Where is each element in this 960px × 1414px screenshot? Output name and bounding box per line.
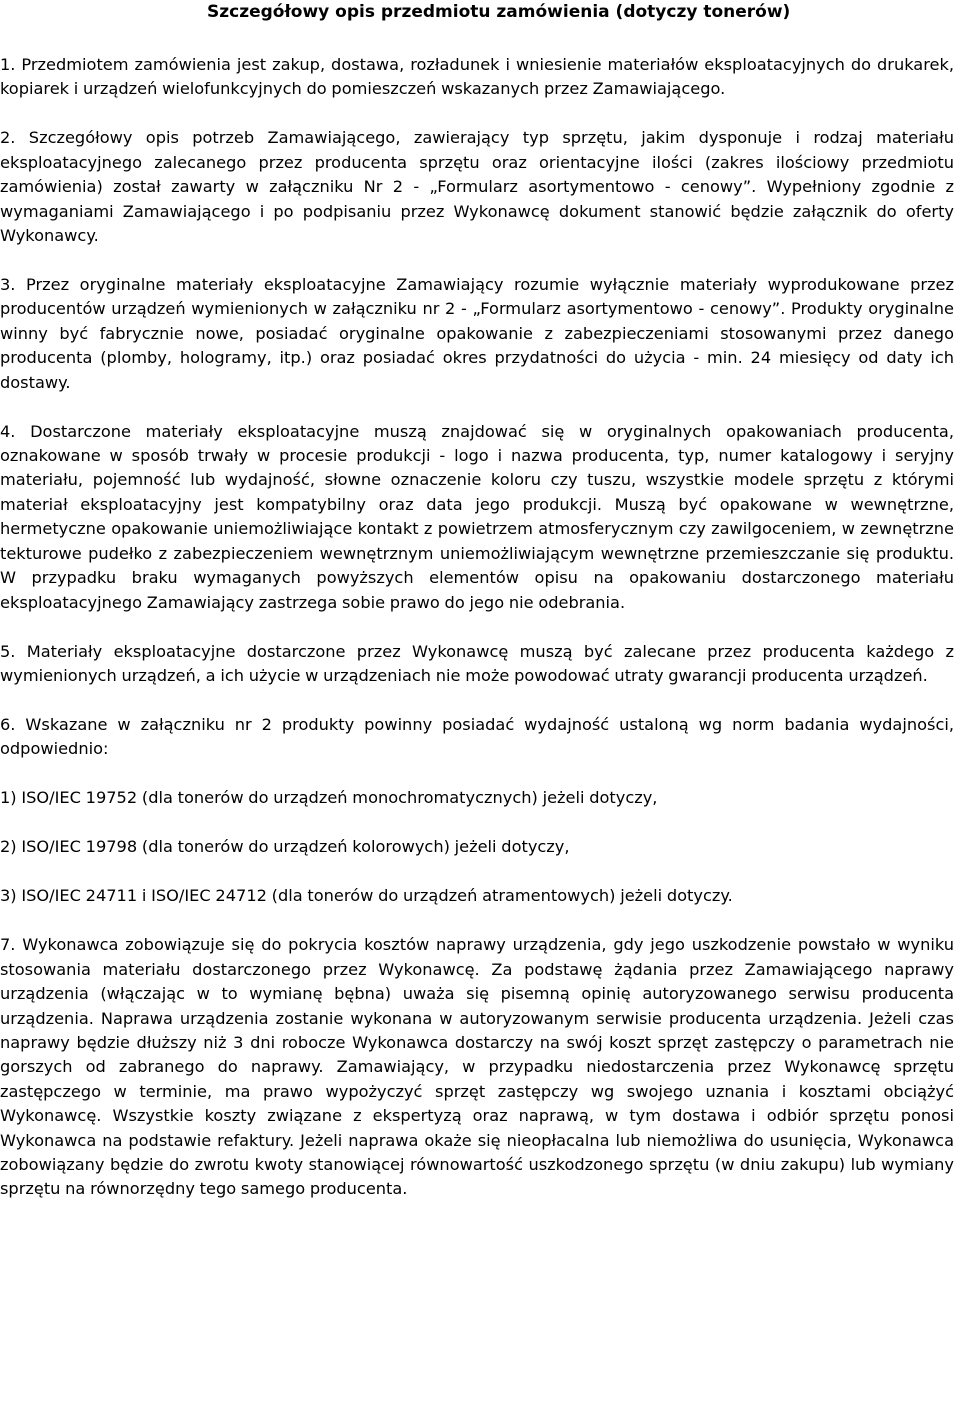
paragraph-6: 6. Wskazane w załączniku nr 2 produkty powinny posiadać wydajność ustaloną wg norm badania wydajności, odpowiednio: [0,714,954,759]
paragraph-4: 4. Dostarczone materiały eksploatacyjne muszą znajdować się w oryginalnych opakowaniach producenta, oznakowane w sposób trwały w procesie produkcji - logo i nazwa producenta, typ, numer katalogowy i seryjny materiału, pojemność lub wydajność, słowne oznaczenie koloru czy tuszu, wszystkie modele sprzętu z którymi materiał eksploatacyjny jest kompatybilny oraz data jego produkcji. Muszą być opakowane w wewnętrzne, hermetyczne opakowanie uniemożliwiające kontakt z powietrzem atmosferycznym czy zawilgoceniem, w zewnętrzne tekturowe pudełko z zabezpieczeniem wewnętrznym uniemożliwiającym wewnętrzne przemieszczanie się produktu. W przypadku braku wymaganych powyższych elementów opisu na opakowaniu dostarczonego materiału eksploatacyjnego Zamawiający zastrzega sobie prawo do jego nie odebrania. [0,421,954,612]
paragraph-1: 1. Przedmiotem zamówienia jest zakup, dostawa, rozładunek i wniesienie materiałów eksploatacyjnych do drukarek, kopiarek i urządzeń wielofunkcyjnych do pomieszczeń wskazanych przez Zamawiającego. [0,55,954,99]
norm-item-2: 2) ISO/IEC 19798 (dla tonerów do urządzeń kolorowych) jeżeli dotyczy, [0,837,570,857]
paragraph-2: 2. Szczegółowy opis potrzeb Zamawiającego, zawierający typ sprzętu, jakim dysponuje i rodzaj materiału eksploatacyjnego zalecanego przez producenta sprzętu oraz orientacyjne ilości (zakres ilościowy przedmiotu zamówienia) został zawarty w załączniku Nr 2 - „Formularz asortymentowo - cenowy”. Wypełniony zgodnie z wymaganiami Zamawiającego i po podpisaniu przez Wykonawcę dokument stanowić będzie załącznik do oferty Wykonawcy. [0,128,954,246]
paragraph-5: 5. Materiały eksploatacyjne dostarczone przez Wykonawcę muszą być zalecane przez producenta każdego z wymienionych urządzeń, a ich użycie w urządzeniach nie może powodować utraty gwarancji producenta urządzeń. [0,641,954,685]
document-title: Szczegółowy opis przedmiotu zamówienia (dotyczy tonerów) [207,2,791,22]
paragraph-7: 7. Wykonawca zobowiązuje się do pokrycia kosztów naprawy urządzenia, gdy jego uszkodzenie powstało w wyniku stosowania materiału dostarczonego przez Wykonawcę. Za podstawę żądania przez Zamawiającego naprawy urządzenia (włączając w to wymianę bębna) uważa się pisemną opinię autoryzowanego serwisu producenta urządzenia. Naprawa urządzenia zostanie wykonana w autoryzowanym serwisie producenta urządzenia. Jeżeli czas naprawy będzie dłuższy niż 3 dni robocze Wykonawca dostarczy na swój koszt sprzęt zastępczy o parametrach nie gorszych od zabranego do naprawy. Zamawiający, w przypadku niedostarczenia przez Wykonawcę sprzętu zastępczego w terminie, ma prawo wypożyczyć sprzęt zastępczy wg swojego uznania i kosztami obciążyć Wykonawcę. Wszystkie koszty związane z ekspertyzą oraz naprawą, w tym dostawa i odbiór sprzętu ponosi Wykonawca na podstawie refaktury. Jeżeli naprawa okaże się nieopłacalna lub niemożliwa do usunięcia, Wykonawca zobowiązany będzie do zwrotu kwoty stanowiącej równowartość uszkodzonego sprzętu (w dniu zakupu) lub wymiany sprzętu na równorzędny tego samego producenta. [0,935,954,1199]
paragraph-3: 3. Przez oryginalne materiały eksploatacyjne Zamawiający rozumie wyłącznie materiały wyprodukowane przez producentów urządzeń wymienionych w załączniku nr 2 - „Formularz asortymentowo - cenowy”. Produkty oryginalne winny być fabrycznie nowe, posiadać oryginalne opakowanie z zabezpieczeniami stosowanymi przez danego producenta (plomby, hologramy, itp.) oraz posiadać okres przydatności do użycia - min. 24 miesięcy od daty ich dostawy. [0,275,954,392]
norm-item-1: 1) ISO/IEC 19752 (dla tonerów do urządzeń monochromatycznych) jeżeli dotyczy, [0,788,658,808]
norm-item-3: 3) ISO/IEC 24711 i ISO/IEC 24712 (dla tonerów do urządzeń atramentowych) jeżeli dotyczy. [0,886,733,906]
